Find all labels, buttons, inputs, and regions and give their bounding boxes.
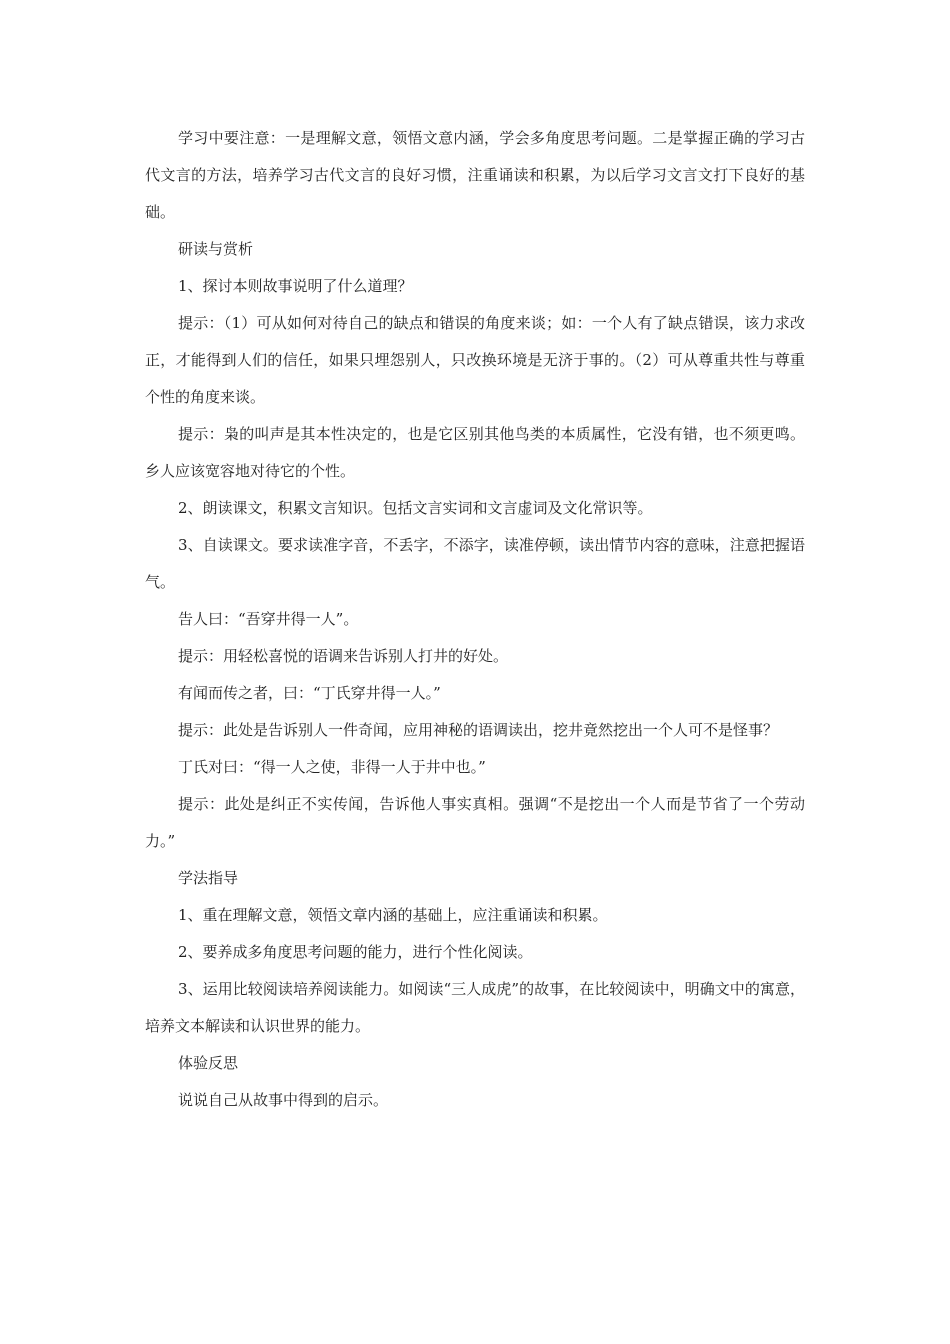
question-3: 3、自读课文。要求读准字音，不丢字，不添字，读准停顿，读出情节内容的意味，注意把握语气。 <box>145 536 805 591</box>
reflection-prompt: 说说自己从故事中得到的启示。 <box>178 1091 389 1109</box>
quote-1: 告人曰：“吾穿井得一人”。 <box>178 610 359 628</box>
question-1: 1、探讨本则故事说明了什么道理？ <box>178 277 413 295</box>
document-page <box>145 120 805 1119</box>
hint-owl: 提示：枭的叫声是其本性决定的，也是它区别其他鸟类的本质属性，它没有错，也不须更鸣。乡人应该宽容地对待它的个性。 <box>145 425 805 480</box>
hint-quote-3: 提示：此处是纠正不实传闻，告诉他人事实真相。强调“不是挖出一个人而是节省了一个劳动力。” <box>145 795 805 850</box>
question-2: 2、朗读课文，积累文言知识。包括文言实词和文言虚词及文化常识等。 <box>178 499 653 517</box>
heading-reflection: 体验反思 <box>178 1054 239 1072</box>
paragraph-study-notes: 学习中要注意：一是理解文意，领悟文意内涵，学会多角度思考问题。二是掌握正确的学习古代文言的方法，培养学习古代文言的良好习惯，注重诵读和积累，为以后学习文言文打下良好的基础。 <box>145 129 805 221</box>
guide-3: 3、运用比较阅读培养阅读能力。如阅读“三人成虎”的故事，在比较阅读中，明确文中的寓意，培养文本解读和认识世界的能力。 <box>145 980 805 1035</box>
hint-quote-1: 提示：用轻松喜悦的语调来告诉别人打井的好处。 <box>178 647 509 665</box>
heading-study-analysis: 研读与赏析 <box>178 240 254 258</box>
hint-1: 提示：（1）可从如何对待自己的缺点和错误的角度来谈；如：一个人有了缺点错误，该力求改正，才能得到人们的信任，如果只埋怨别人，只改换环境是无济于事的。（2）可从尊重共性与尊重个性的角度来谈。 <box>145 314 805 406</box>
guide-1: 1、重在理解文意，领悟文章内涵的基础上，应注重诵读和积累。 <box>178 906 608 924</box>
quote-3: 丁氏对曰：“得一人之使，非得一人于井中也。” <box>178 758 486 776</box>
heading-study-guide: 学法指导 <box>178 869 239 887</box>
guide-2: 2、要养成多角度思考问题的能力，进行个性化阅读。 <box>178 943 533 961</box>
hint-quote-2: 提示：此处是告诉别人一件奇闻，应用神秘的语调读出，挖井竟然挖出一个人可不是怪事？ <box>178 721 779 739</box>
quote-2: 有闻而传之者，曰：“丁氏穿井得一人。” <box>178 684 441 702</box>
